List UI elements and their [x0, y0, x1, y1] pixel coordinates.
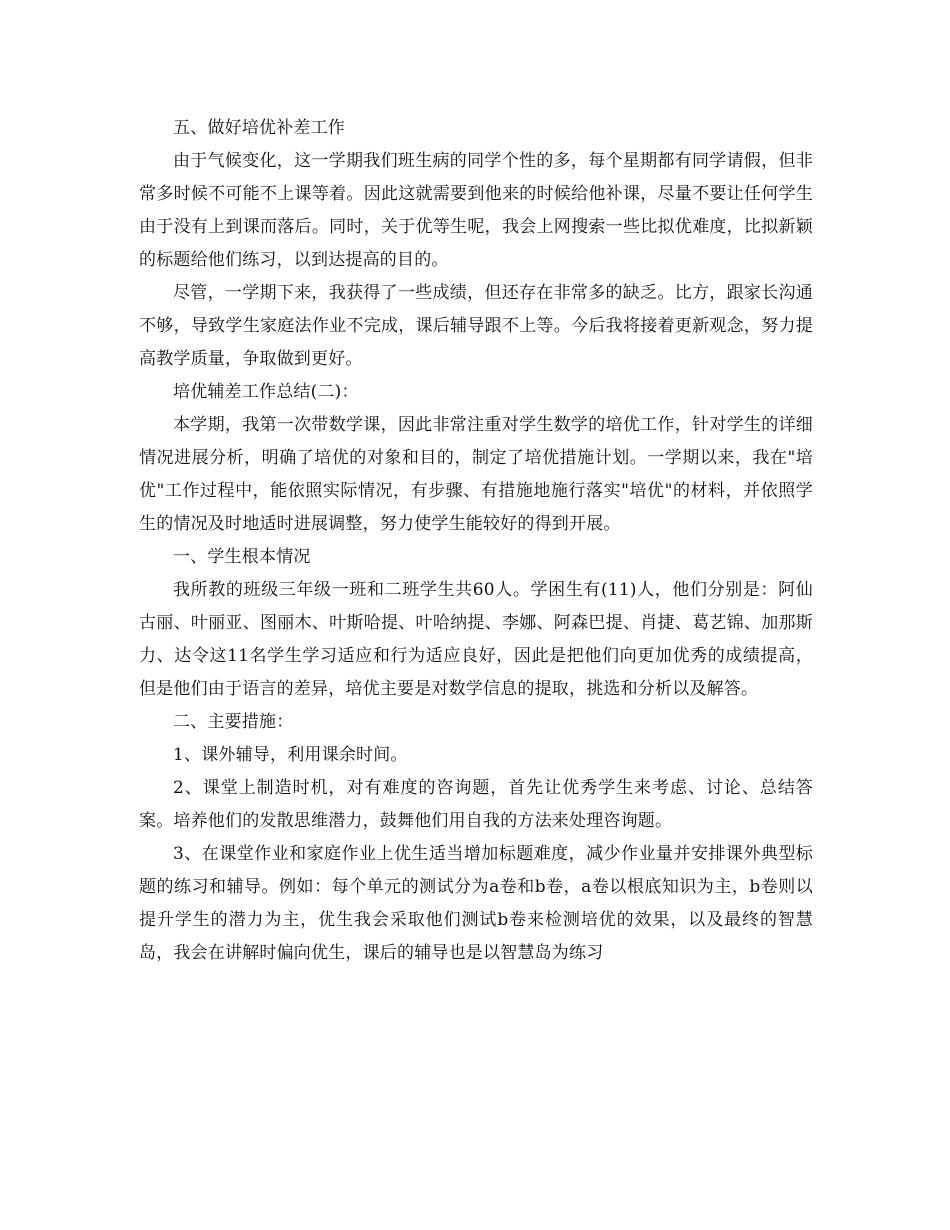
paragraph: 我所教的班级三年级一班和二班学生共60人。学困生有(11)人，他们分别是：阿仙古丽、叶丽亚、图丽木、叶斯哈提、叶哈纳提、李娜、阿森巴提、肖捷、葛艺锦、加那斯力、达令这11名学生学习适应和行为适应良好，因此是把他们向更加优秀的成绩提高，但是他们由于语言的差异，培优主要是对数学信息的提取，挑选和分析以及解答。: [139, 580, 813, 699]
document-body: [139, 112, 813, 970]
summary-title: 培优辅差工作总结(二)：: [173, 382, 359, 402]
list-item: 1、课外辅导，利用课余时间。: [173, 745, 408, 765]
paragraph: 本学期，我第一次带数学课，因此非常注重对学生数学的培优工作，针对学生的详细情况进展分析，明确了培优的对象和目的，制定了培优措施计划。一学期以来，我在"培优"工作过程中，能依照实际情况，有步骤、有措施地施行落实"培优"的材料，并依照学生的情况及时地适时进展调整，努力使学生能较好的得到开展。: [139, 415, 813, 534]
section-heading-one: 一、学生根本情况: [173, 547, 311, 567]
list-item: 3、在课堂作业和家庭作业上优生适当增加标题难度，减少作业量并安排课外典型标题的练习和辅导。例如：每个单元的测试分为a卷和b卷，a卷以根底知识为主，b卷则以提升学生的潜力为主，优生我会采取他们测试b卷来检测培优的效果，以及最终的智慧岛，我会在讲解时偏向优生，课后的辅导也是以智慧岛为练习: [139, 844, 813, 963]
paragraph: 由于气候变化，这一学期我们班生病的同学个性的多，每个星期都有同学请假，但非常多时候不可能不上课等着。因此这就需要到他来的时候给他补课，尽量不要让任何学生由于没有上到课而落后。同时，关于优等生呢，我会上网搜索一些比拟优难度，比拟新颖的标题给他们练习，以到达提高的目的。: [139, 151, 813, 270]
paragraph: 尽管，一学期下来，我获得了一些成绩，但还存在非常多的缺乏。比方，跟家长沟通不够，导致学生家庭法作业不完成，课后辅导跟不上等。今后我将接着更新观念，努力提高教学质量，争取做到更好。: [139, 283, 813, 369]
section-heading-two: 二、主要措施：: [173, 712, 294, 732]
list-item: 2、课堂上制造时机，对有难度的咨询题，首先让优秀学生来考虑、讨论、总结答案。培养他们的发散思维潜力，鼓舞他们用自我的方法来处理咨询题。: [139, 778, 813, 831]
section-heading-five: 五、做好培优补差工作: [173, 118, 345, 138]
